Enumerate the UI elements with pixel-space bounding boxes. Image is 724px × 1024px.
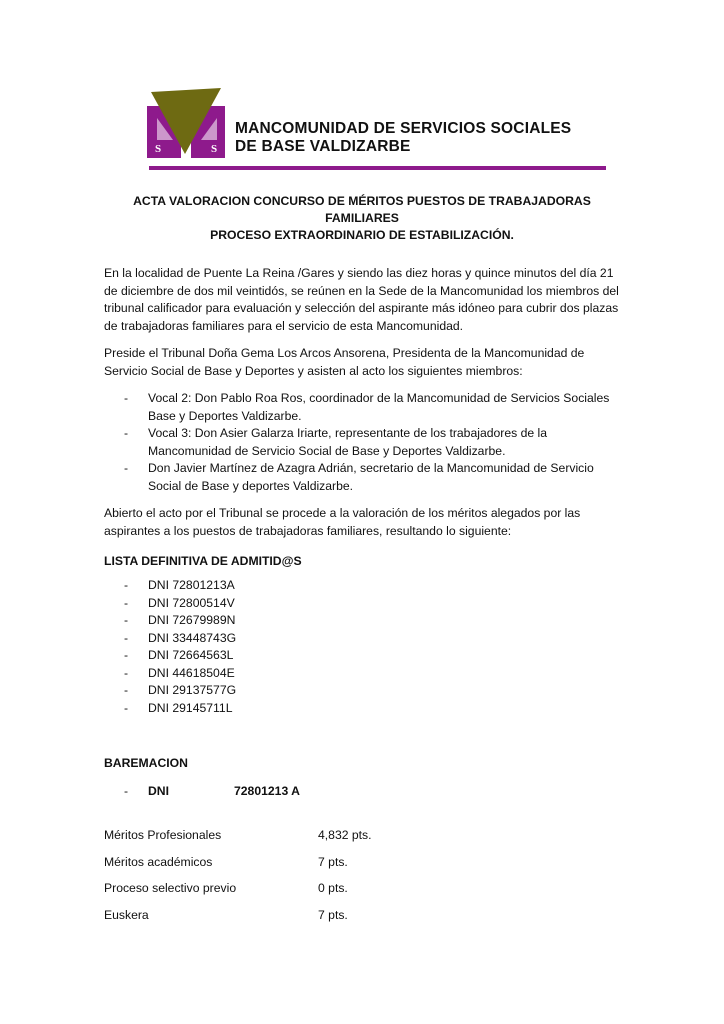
- list-item: [104, 612, 624, 630]
- dni-entry: DNI 44618504E: [148, 665, 235, 680]
- list-dash: -: [124, 700, 129, 715]
- score-label: Euskera: [104, 907, 149, 922]
- dni-label: DNI: [148, 784, 169, 798]
- dni-entry: DNI 72664563L: [148, 648, 234, 662]
- score-row: [104, 854, 464, 881]
- score-row: [104, 907, 464, 934]
- mancomunidad-logo-icon: [147, 88, 237, 158]
- baremacion-heading: BAREMACION: [104, 756, 188, 770]
- score-label: Proceso selectivo previo: [104, 881, 237, 895]
- list-dash: -: [124, 613, 129, 627]
- dni-entry: DNI 29137577G: [148, 683, 237, 697]
- list-item: [104, 595, 624, 613]
- apertura-paragraph: Abierto el acto por el Tribunal se procede a la valoración de los méritos alegados por las aspirantes a los puestos de trabajadoras familiares, resultando lo siguiente:: [104, 506, 581, 538]
- list-item: [104, 647, 624, 665]
- list-item: [104, 460, 624, 495]
- list-item: [104, 682, 624, 700]
- score-value: 7 pts.: [318, 854, 348, 869]
- list-item: [104, 425, 624, 460]
- tribunal-members-list: [104, 390, 624, 495]
- scores-table: [104, 827, 464, 933]
- list-dash: -: [124, 595, 129, 610]
- member-text: Vocal 2: Don Pablo Roa Ros, coordinador de la Mancomunidad de Servicios Sociales Base y Deportes Valdizarbe.: [148, 391, 610, 423]
- list-dash: -: [124, 578, 129, 592]
- document-title: [104, 193, 620, 244]
- tribunal-paragraph: Preside el Tribunal Doña Gema Los Arcos Ansorena, Presidenta de la Mancomunidad de Servicio Social de Base y Deportes y asisten al acto los siguientes miembros:: [104, 346, 585, 378]
- member-text: Don Javier Martínez de Azagra Adrián, secretario de la Mancomunidad de Servicio Social de Base y deportes Valdizarbe.: [148, 461, 594, 493]
- list-item: [104, 665, 624, 683]
- score-row: [104, 880, 464, 907]
- dni-entry: DNI 29145711L: [148, 700, 233, 715]
- list-dash: -: [124, 630, 129, 645]
- dni-entry: DNI 33448743G: [148, 630, 237, 645]
- score-value: 0 pts.: [318, 881, 348, 895]
- list-dash: -: [124, 784, 129, 798]
- member-text: Vocal 3: Don Asier Galarza Iriarte, representante de los trabajadores de la Mancomunidad de Servicio Social de Base y Deportes Valdizarbe.: [148, 426, 548, 458]
- org-name-line-1: MANCOMUNIDAD DE SERVICIOS SOCIALES: [235, 120, 572, 137]
- list-item: [104, 700, 624, 718]
- intro-paragraph: En la localidad de Puente La Reina /Gares y siendo las diez horas y quince minutos del día 21 de diciembre de dos mil veintidós, se reúnen en la Sede de la Mancomunidad los miembros del tribunal calificador para evaluación y selección del aspirante más idóneo para cubrir dos plazas de trabajadoras familiares para el servicio de esta Mancomunidad.: [104, 266, 619, 333]
- list-item: [104, 390, 624, 425]
- list-dash: -: [124, 665, 129, 680]
- score-label: Méritos académicos: [104, 854, 213, 869]
- organization-name: [235, 120, 571, 156]
- list-item: [104, 577, 624, 595]
- title-line-2: PROCESO EXTRAORDINARIO DE ESTABILIZACIÓN.: [210, 228, 514, 242]
- logo-letter-right: S: [211, 143, 218, 155]
- list-dash: -: [124, 426, 129, 440]
- dni-value: 72801213 A: [234, 784, 300, 798]
- score-label: Méritos Profesionales: [104, 828, 222, 842]
- dni-entry: DNI 72801213A: [148, 578, 235, 592]
- list-dash: -: [124, 683, 129, 697]
- org-name-line-2: DE BASE VALDIZARBE: [235, 138, 411, 155]
- score-row: [104, 827, 464, 854]
- logo-letter-left: S: [155, 143, 162, 155]
- header-rule: [149, 166, 606, 170]
- score-value: 4,832 pts.: [318, 828, 372, 842]
- list-dash: -: [124, 461, 129, 475]
- title-line-1: ACTA VALORACION CONCURSO DE MÉRITOS PUESTOS DE TRABAJADORAS FAMILIARES: [133, 194, 591, 225]
- list-dash: -: [124, 648, 129, 662]
- admitidos-list: [104, 577, 624, 717]
- list-dash: -: [124, 391, 129, 405]
- list-item: [104, 630, 624, 648]
- admitidos-heading: LISTA DEFINITIVA DE ADMITID@S: [104, 554, 302, 568]
- score-value: 7 pts.: [318, 907, 348, 922]
- dni-entry: DNI 72679989N: [148, 613, 236, 627]
- dni-entry: DNI 72800514V: [148, 595, 235, 610]
